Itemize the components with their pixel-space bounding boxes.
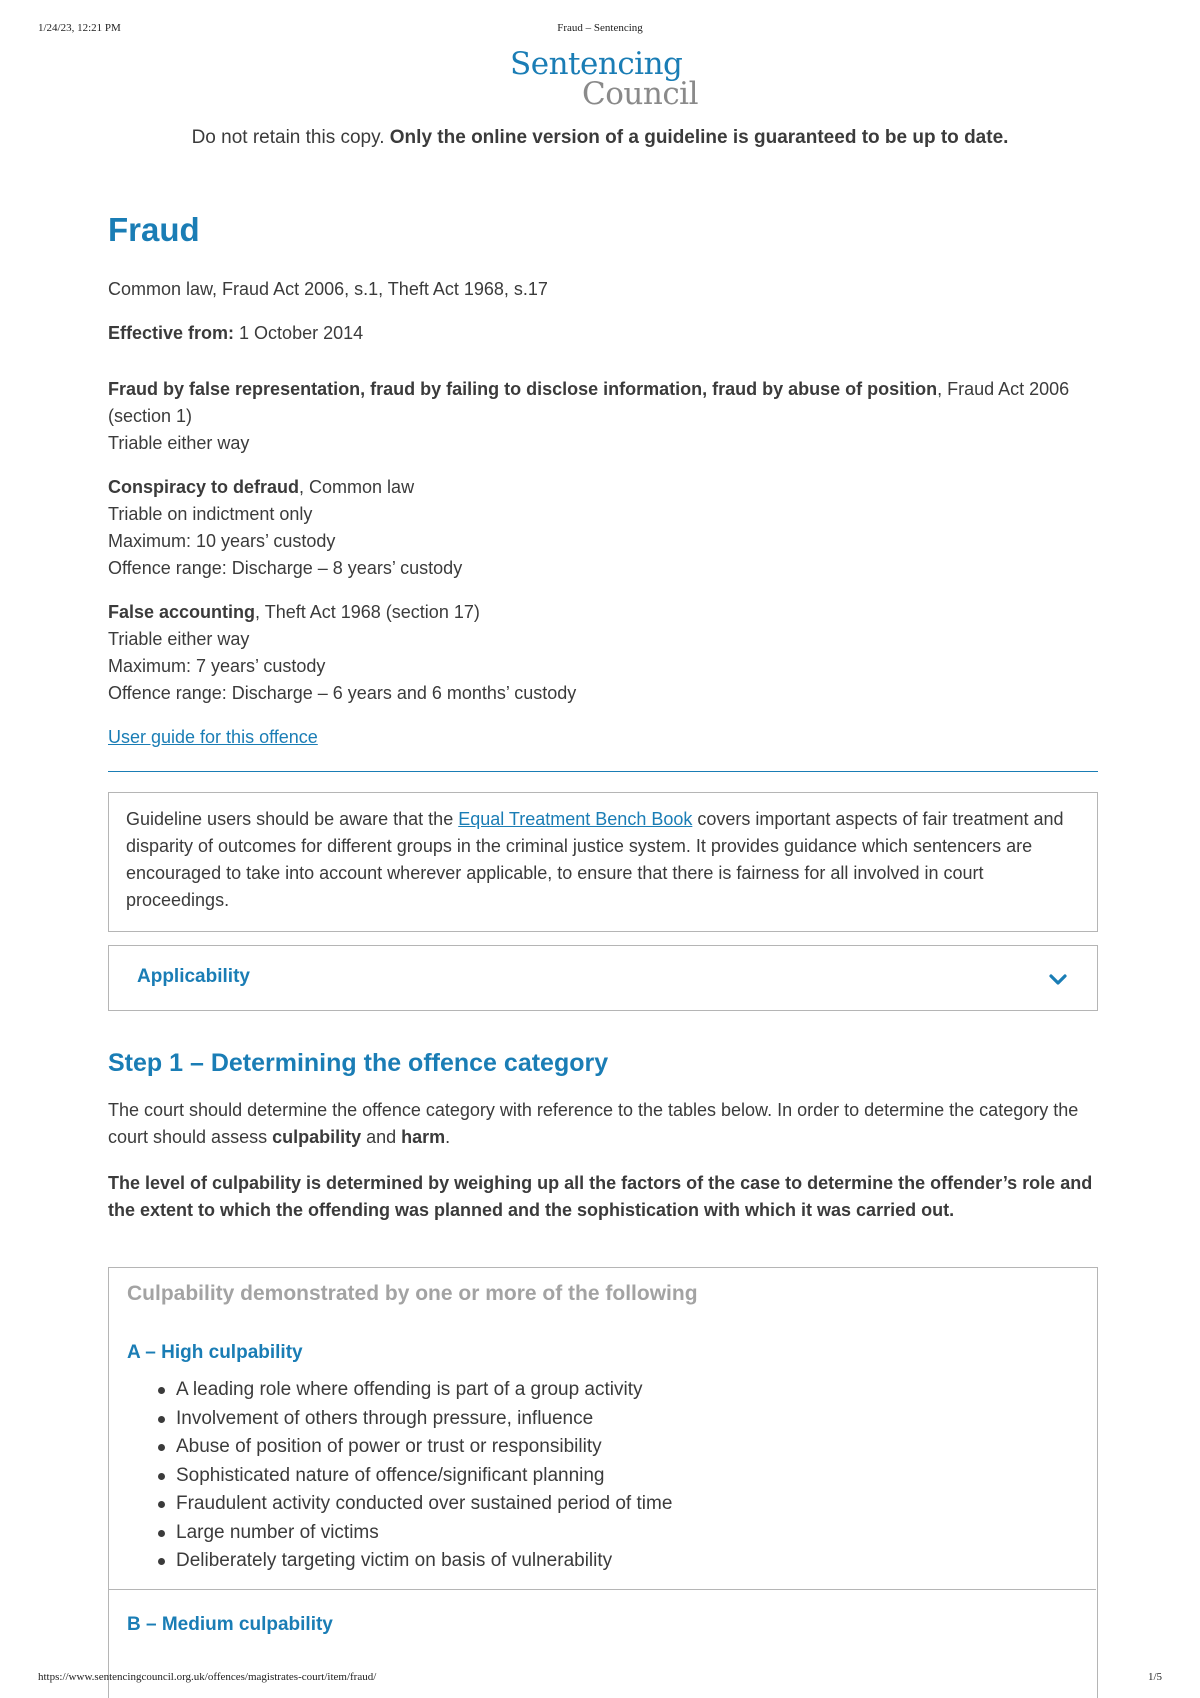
user-guide-row bbox=[108, 724, 1098, 751]
effective-value: 1 October 2014 bbox=[239, 323, 364, 343]
print-page-number: 1/5 bbox=[1147, 1671, 1162, 1683]
offence-line: Triable on indictment only bbox=[108, 504, 313, 524]
step1-heading: Step 1 – Determining the offence category bbox=[108, 1049, 609, 1077]
section-divider bbox=[108, 771, 1098, 772]
page-title: Fraud bbox=[108, 211, 200, 248]
offence-line: Offence range: Discharge – 6 years and 6 months’ custody bbox=[108, 683, 577, 703]
print-url: https://www.sentencingcouncil.org.uk/offences/magistrates-court/item/fraud/ bbox=[38, 1671, 377, 1683]
logo-line2: Council bbox=[582, 76, 699, 112]
list-item: Sophisticated nature of offence/significant planning bbox=[127, 1462, 672, 1491]
offence-block-1 bbox=[108, 376, 1098, 457]
offence-block-2 bbox=[108, 474, 1098, 582]
print-doc-title: Fraud – Sentencing bbox=[557, 22, 643, 34]
offence-block-3 bbox=[108, 599, 1098, 707]
equal-treatment-text-after: covers important aspects of fair treatment and disparity of outcomes for different groups in the criminal justice system. It provides guidance which sentencers are encouraged to take into account wherever applicable, to ensure that there is fairness for all involved in court proceedings. bbox=[126, 809, 1064, 910]
equal-treatment-text-before: Guideline users should be aware that the bbox=[126, 809, 459, 829]
table-row-divider bbox=[109, 1589, 1096, 1590]
medium-culpability-title: B – Medium culpability bbox=[127, 1614, 333, 1635]
offence-name: Fraud by false representation, fraud by failing to disclose information, fraud by abuse of position bbox=[108, 379, 938, 399]
offence-line: Maximum: 10 years’ custody bbox=[108, 531, 336, 551]
step1-intro bbox=[108, 1097, 1098, 1151]
and-text: and bbox=[361, 1127, 402, 1147]
print-datetime: 1/24/23, 12:21 PM bbox=[38, 22, 121, 34]
step1-intro-text: The court should determine the offence category with reference to the tables below. In order to determine the category the court should assess bbox=[108, 1100, 1079, 1147]
sentencing-council-logo[interactable] bbox=[0, 46, 1200, 110]
logo-line1: Sentencing bbox=[510, 46, 683, 82]
period-text: . bbox=[445, 1127, 451, 1147]
list-item: Fraudulent activity conducted over sustained period of time bbox=[127, 1490, 672, 1519]
culpability-term: culpability bbox=[272, 1127, 362, 1147]
offence-line: Maximum: 7 years’ custody bbox=[108, 656, 326, 676]
culpability-level-text: The level of culpability is determined by weighing up all the factors of the case to determine the offender’s role and the extent to which the offending was planned and the sophistication with which it was carried out. bbox=[108, 1173, 1093, 1220]
high-culpability-title: A – High culpability bbox=[127, 1342, 303, 1363]
harm-term: harm bbox=[401, 1127, 446, 1147]
applicability-accordion[interactable] bbox=[108, 945, 1098, 1011]
notice-plain: Do not retain this copy. bbox=[191, 127, 385, 148]
offence-line: Triable either way bbox=[108, 433, 250, 453]
offence-line: Triable either way bbox=[108, 629, 250, 649]
culpability-table-heading: Culpability demonstrated by one or more of the following bbox=[127, 1282, 698, 1305]
list-item: A leading role where offending is part of a group activity bbox=[127, 1376, 672, 1405]
effective-date bbox=[108, 320, 1098, 347]
list-item: Large number of victims bbox=[127, 1519, 672, 1548]
applicability-label: Applicability bbox=[137, 966, 250, 987]
user-guide-link[interactable]: User guide for this offence bbox=[108, 727, 318, 747]
high-culpability-list bbox=[127, 1376, 672, 1576]
offence-name: False accounting bbox=[108, 602, 256, 622]
chevron-down-icon bbox=[1047, 968, 1069, 990]
notice-bold: Only the online version of a guideline is guaranteed to be up to date. bbox=[389, 127, 1009, 148]
retention-notice bbox=[0, 127, 1200, 149]
offence-name: Conspiracy to defraud bbox=[108, 477, 300, 497]
offence-source: , Common law bbox=[299, 477, 415, 497]
equal-treatment-bench-book-link[interactable]: Equal Treatment Bench Book bbox=[458, 809, 693, 829]
equal-treatment-notice bbox=[108, 792, 1098, 932]
list-item: Deliberately targeting victim on basis of vulnerability bbox=[127, 1547, 672, 1576]
list-item: Abuse of position of power or trust or responsibility bbox=[127, 1433, 672, 1462]
offence-line: Offence range: Discharge – 8 years’ custody bbox=[108, 558, 463, 578]
culpability-table bbox=[108, 1267, 1098, 1698]
list-item: Involvement of others through pressure, influence bbox=[127, 1405, 672, 1434]
legislation-line: Common law, Fraud Act 2006, s.1, Theft Act 1968, s.17 bbox=[108, 279, 548, 299]
effective-label: Effective from: bbox=[108, 323, 235, 343]
offence-source: , Fraud Act 2006 (section 1) bbox=[108, 379, 1070, 426]
offence-source: , Theft Act 1968 (section 17) bbox=[255, 602, 480, 622]
